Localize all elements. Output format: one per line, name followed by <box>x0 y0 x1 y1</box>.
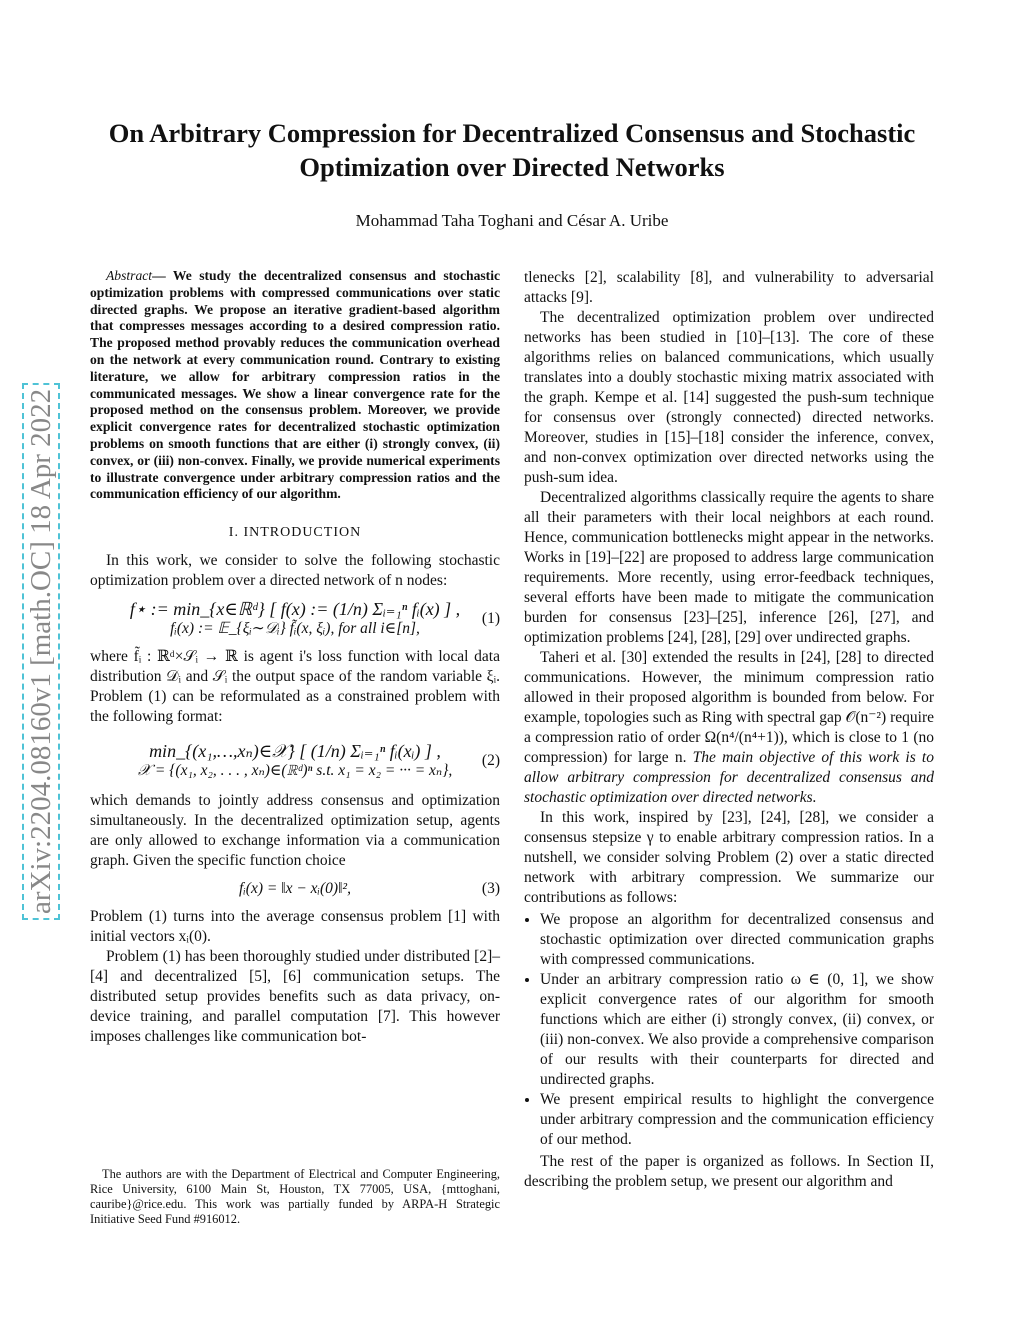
paper-title: On Arbitrary Compression for Decentralized Consensus and Stochastic Optimization over Directed Networks <box>108 118 916 182</box>
paragraph: tlenecks [2], scalability [8], and vulnerability to adversarial attacks [9]. <box>524 269 934 306</box>
equation-number: (3) <box>481 880 500 898</box>
abstract-text: — We study the decentralized consensus and stochastic optimization problems with compressed communications over static directed graphs. We propose an iterative gradient-based algorithm that compresses messages according to a desired compression ratio. The proposed method provably reduces the communication overhead on the network at every communication round. Contrary to existing literature, we allow for arbitrary compression ratios in the communicated messages. We show a linear convergence rate for the proposed method on the consensus problem. Moreover, we provide explicit convergence rates for decentralized stochastic optimization problems on smooth functions that are either (i) strongly convex, (ii) convex, or (iii) non-convex. Finally, we provide numerical experiments to illustrate convergence under arbitrary compression ratios and the communication efficiency of our algorithm. <box>90 268 500 502</box>
list-item: • We present empirical results to highlight the convergence under arbitrary compression and the communication efficiency of our method. <box>540 1090 934 1150</box>
paragraph: Decentralized algorithms classically require the agents to share all their parameters with their local neighbors at each round. Hence, communication bottlenecks might appear in the networks. Works in [19]–[22] are proposed to address large communication requirements. More recently, using error-feedback techniques, several efforts have been made to mitigate the communication burden for consensus [23]–[25], inference [26], [27], and optimization problems [24], [28], [29] over undirected graphs. <box>524 489 934 646</box>
paragraph: Problem (1) turns into the average consensus problem [1] with initial vectors xᵢ(0). <box>90 908 500 946</box>
arxiv-identifier[interactable]: arXiv:2204.08160v1 [math.OC] 18 Apr 2022 <box>22 383 60 920</box>
right-column <box>524 268 934 1192</box>
paragraph: where f̃ᵢ : ℝᵈ×𝒮ᵢ → ℝ is agent i's loss function with local data distribution 𝒟ᵢ and 𝒮ᵢ the output space of the random variable ξᵢ. Problem (1) can be reformulated as a constrained problem with the following format: <box>90 648 500 726</box>
footnote <box>90 1167 500 1227</box>
equation-3 <box>90 879 500 899</box>
equation-2-line-2: 𝒳 = {(x₁, x₂, . . . , xₙ)∈(ℝᵈ)ⁿ s.t. x₁ = x₂ = ··· = xₙ}, <box>137 762 453 780</box>
paragraph: In this work, we consider to solve the following stochastic optimization problem over a directed network of n nodes: <box>90 552 500 590</box>
list-item: • We propose an algorithm for decentralized consensus and stochastic optimization over directed communication graphs with compressed communications. <box>540 910 934 970</box>
abstract <box>90 268 500 503</box>
equation-2 <box>90 741 500 781</box>
authors: Mohammad Taha Toghani and César A. Uribe <box>355 211 669 230</box>
section-heading-introduction: I. INTRODUCTION <box>228 525 362 541</box>
paragraph-text: Taheri et al. [30] extended the results in [24], [28] to directed communications. However, the minimum compression ratio allowed in their proposed algorithm is bounded from below. For example, topologies such as Ring with spectral gap 𝒪(n⁻²) require a compression ratio of order Ω(n⁴/(n⁴+1)), which is close to 1 (no compression) for large n. <box>524 649 934 766</box>
paragraph: Problem (1) has been thoroughly studied under distributed [2]–[4] and decentralized [5], [6] communication setups. The distributed setup provides benefits such as data privacy, on-device training, and parallel computation [7]. This however imposes challenges like communication bot- <box>90 948 500 1046</box>
abstract-label: Abstract <box>106 268 153 283</box>
paragraph <box>524 648 934 808</box>
footnote-text: The authors are with the Department of Electrical and Computer Engineering, Rice University, 6100 Main St, Houston, TX 77005, USA, {mttoghani, cauribe}@rice.edu. This work was partially funded by ARPA-H Strategic Initiative Seed Fund #916012. <box>90 1167 500 1226</box>
equation-number: (2) <box>481 752 500 770</box>
equation-number: (1) <box>481 610 500 628</box>
equation-1 <box>90 599 500 639</box>
list-item: • Under an arbitrary compression ratio ω ∈ (0, 1], we show explicit convergence rates of our algorithm for smooth functions which are either (i) strongly convex, (ii) convex, or (iii) non-convex. We also provide a comprehensive comparison of our results with their counterparts for directed and undirected graphs. <box>540 970 934 1090</box>
paragraph: In this work, inspired by [23], [24], [28], we consider a consensus stepsize γ to enable arbitrary compression ratios. In a nutshell, we consider solving Problem (2) over a static directed network with arbitrary compression. We summarize our contributions as follows: <box>524 809 934 906</box>
main-objective: The main objective of this work is to allow arbitrary compression for decentralized consensus and stochastic optimization over directed networks. <box>524 749 934 806</box>
left-column <box>90 268 500 1047</box>
equation-1-line-1: f⋆ := min_{x∈ℝᵈ} [ f(x) := (1/n) Σᵢ₌₁ⁿ fᵢ(x) ] , <box>129 599 461 620</box>
equation-3-line: fᵢ(x) = ‖x − xᵢ(0)‖², <box>239 880 351 898</box>
paragraph: The decentralized optimization problem over undirected networks has been studied in [10]–[13]. The core of these algorithms relies on balanced communications, which usually translates into a doubly stochastic mixing matrix associated with the graph. Kempe et al. [14] suggested the push-sum technique for consensus over (strongly connected) directed networks. Moreover, studies in [15]–[18] consider the inference, convex, and non-convex optimization over directed networks using the push-sum idea. <box>524 309 934 486</box>
paragraph: The rest of the paper is organized as follows. In Section II, describing the problem setup, we present our algorithm and <box>524 1153 934 1190</box>
contributions-list <box>524 910 934 1150</box>
paragraph: which demands to jointly address consensus and optimization simultaneously. In the decentralized optimization setup, agents are only allowed to exchange information via a communication graph. Given the specific function choice <box>90 792 500 870</box>
equation-2-line-1: min_{(x₁,…,xₙ)∈𝒳} [ (1/n) Σᵢ₌₁ⁿ fᵢ(xᵢ) ] , <box>149 741 441 762</box>
equation-1-line-2: fᵢ(x) := 𝔼_{ξᵢ∼𝒟ᵢ} f̃ᵢ(x, ξᵢ), for all i∈[n], <box>170 620 420 638</box>
